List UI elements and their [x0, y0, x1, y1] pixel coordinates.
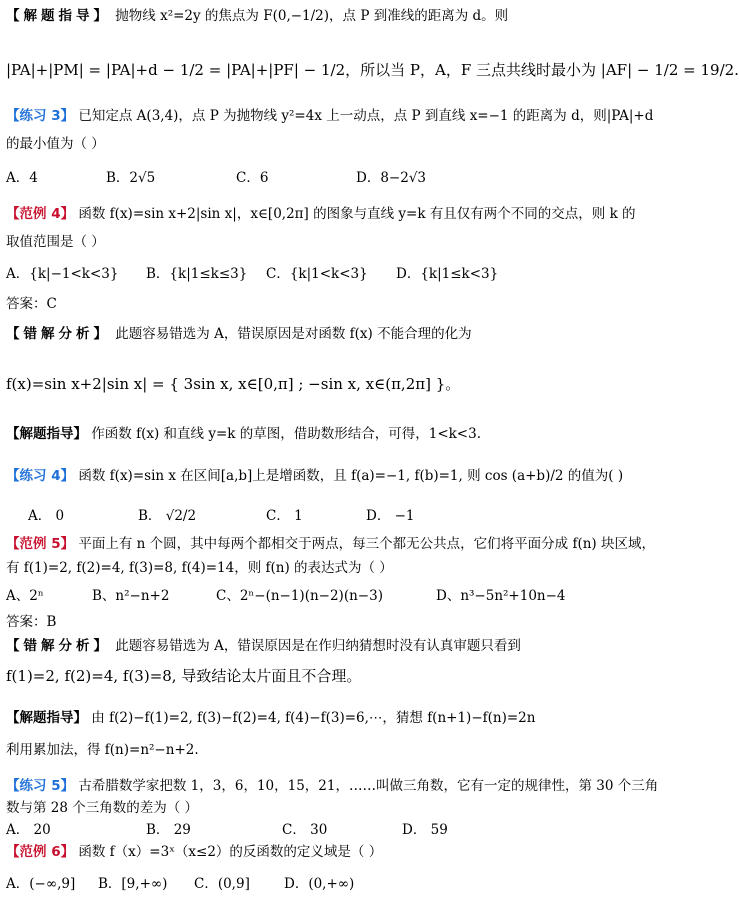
line-text: 的最小值为（ ） — [6, 136, 105, 152]
option-a: A． 20 — [6, 822, 51, 838]
line-4 — [6, 134, 634, 154]
option-a: A、2ⁿ — [6, 588, 44, 604]
line-text: 数与第 28 个三角数的差为（ ） — [6, 800, 199, 816]
line-1 — [6, 6, 634, 26]
section-tag: 【错解分析】 — [6, 326, 111, 342]
line-text: 抛物线 x²=2y 的焦点为 F(0,−1/2)，点 P 到准线的距离为 d。则 — [115, 8, 509, 24]
section-tag: 【错解分析】 — [6, 638, 111, 654]
line-12 — [6, 424, 634, 444]
option-a: A．{k|−1<k<3} — [6, 266, 119, 282]
line-3 — [6, 106, 654, 126]
answer-line — [6, 294, 634, 314]
line-10 — [6, 324, 634, 344]
line-19 — [6, 636, 634, 656]
answer-text: 答案：C — [6, 296, 57, 312]
line-text: 此题容易错选为 A，错误原因是对函数 f(x) 不能合理的化为 — [115, 326, 472, 342]
options-row — [6, 506, 634, 526]
option-b: B、n²−n+2 — [92, 588, 170, 604]
line-16 — [6, 558, 634, 578]
answer-text: 答案：B — [6, 614, 57, 630]
section-tag: 【范例 4】 — [6, 206, 75, 222]
line-text: 由 f(2)−f(1)=2, f(3)−f(2)=4, f(4)−f(3)=6,⋯，猜想 f(n+1)−f(n)=2n — [91, 710, 536, 726]
line-text: 取值范围是（ ） — [6, 234, 105, 250]
line-2 — [6, 60, 739, 80]
option-b: B．[9,+∞) — [98, 876, 168, 892]
line-text: f(1)=2, f(2)=4, f(3)=8, 导致结论太片面且不合理。 — [6, 667, 362, 685]
section-tag: 【练习 4】 — [6, 468, 75, 484]
options-row — [6, 168, 634, 188]
option-b: B．{k|1≤k≤3} — [146, 266, 248, 282]
line-text: 已知定点 A(3,4)，点 P 为抛物线 y²=4x 上一动点，点 P 到直线 x=−1 的距离为 d，则|PA|+d — [78, 108, 654, 124]
line-text: 利用累加法，得 f(n)=n²−n+2. — [6, 742, 199, 758]
option-a: A．(−∞,9] — [6, 876, 76, 892]
line-text: 函数 f（x）=3ˣ（x≤2）的反函数的定义域是（ ） — [78, 844, 383, 860]
line-24 — [6, 798, 634, 818]
option-c: C． 30 — [282, 822, 328, 838]
option-c: C． 1 — [266, 508, 303, 524]
options-row — [6, 264, 634, 284]
answer-line — [6, 612, 634, 632]
line-text: 函数 f(x)=sin x 在区间[a,b]上是增函数，且 f(a)=−1, f(b)=1, 则 cos (a+b)/2 的值为( ) — [78, 468, 624, 484]
options-row — [6, 874, 634, 894]
option-b: B．2√5 — [106, 170, 156, 186]
line-text: 古希腊数学家把数 1，3，6，10，15，21，……叫做三角数，它有一定的规律性，第 30 个三角 — [78, 778, 659, 794]
line-15 — [6, 534, 655, 554]
line-26 — [6, 842, 634, 862]
option-c: C．6 — [236, 170, 269, 186]
option-d: D、n³−5n²+10n−4 — [436, 588, 566, 604]
line-13 — [6, 466, 634, 486]
option-b: B． 29 — [146, 822, 191, 838]
line-23 — [6, 776, 659, 796]
options-row — [6, 820, 634, 840]
line-6 — [6, 204, 634, 224]
section-tag: 【解题指导】 — [6, 710, 87, 726]
option-d: D． −1 — [366, 508, 415, 524]
option-c: C．(0,9] — [194, 876, 250, 892]
line-7 — [6, 232, 634, 252]
option-c: C、2ⁿ−(n−1)(n−2)(n−3) — [216, 588, 383, 604]
option-d: D．(0,+∞) — [284, 876, 355, 892]
line-21 — [6, 708, 634, 728]
option-a: A．4 — [6, 170, 38, 186]
option-d: D．8−2√3 — [356, 170, 427, 186]
line-text: 平面上有 n 个圆，其中每两个都相交于两点，每三个都无公共点，它们将平面分成 f(n) 块区域， — [78, 536, 655, 552]
section-tag: 【解题指导】 — [6, 8, 111, 24]
options-row — [6, 586, 634, 606]
line-20 — [6, 666, 634, 686]
option-c: C．{k|1<k<3} — [266, 266, 368, 282]
line-11 — [6, 374, 634, 394]
section-tag: 【练习 5】 — [6, 778, 75, 794]
option-a: A． 0 — [28, 508, 65, 524]
section-tag: 【练习 3】 — [6, 108, 75, 124]
option-d: D．{k|1≤k<3} — [396, 266, 499, 282]
line-text: |PA|+|PM| = |PA|+d − 1/2 = |PA|+|PF| − 1/2，所以当 P，A，F 三点共线时最小为 |AF| − 1/2 = 19/2. — [6, 61, 739, 79]
section-tag: 【解题指导】 — [6, 426, 87, 442]
line-text: 作函数 f(x) 和直线 y=k 的草图，借助数形结合，可得，1<k<3. — [91, 426, 481, 442]
line-text: 函数 f(x)=sin x+2|sin x|，x∈[0,2π] 的图象与直线 y=k 有且仅有两个不同的交点，则 k 的 — [78, 206, 636, 222]
line-text: 此题容易错选为 A，错误原因是在作归纳猜想时没有认真审题只看到 — [115, 638, 521, 654]
option-d: D． 59 — [402, 822, 448, 838]
line-text: 有 f(1)=2, f(2)=4, f(3)=8, f(4)=14，则 f(n) 的表达式为（ ） — [6, 560, 393, 576]
section-tag: 【范例 6】 — [6, 844, 75, 860]
line-text: f(x)=sin x+2|sin x| = { 3sin x, x∈[0,π] ; −sin x, x∈(π,2π] }。 — [6, 375, 461, 393]
section-tag: 【范例 5】 — [6, 536, 75, 552]
line-22 — [6, 740, 634, 760]
option-b: B． √2/2 — [138, 508, 197, 524]
